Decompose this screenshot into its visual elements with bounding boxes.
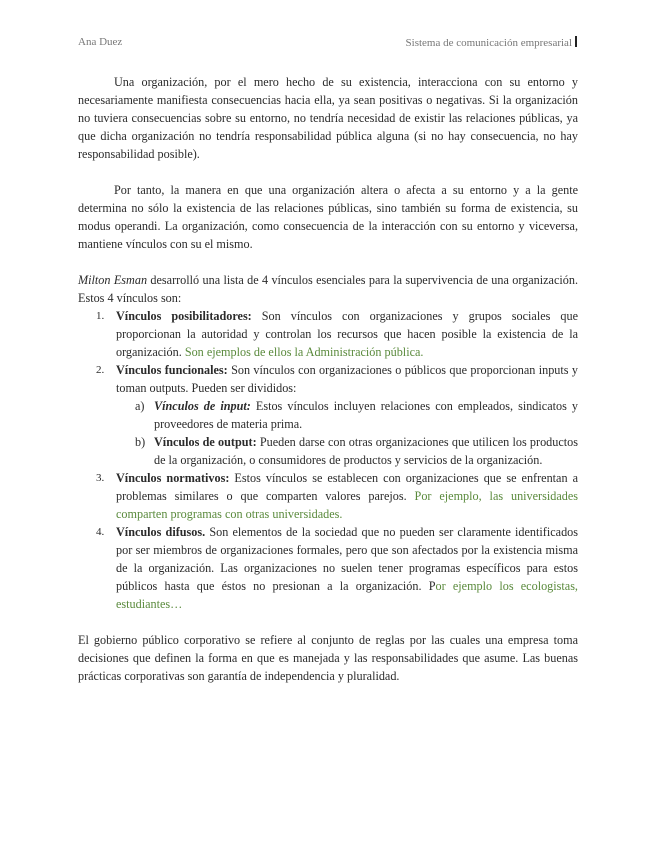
list-item	[78, 307, 578, 361]
sub-list-item	[116, 433, 578, 469]
list-number: 3.	[96, 472, 105, 484]
sub-list-item	[116, 397, 578, 433]
list-text: Son elementos de la sociedad que no pueden ser claramente identificados por ser miembros de organizaciones formales, pero que son afectados por la existencia misma de la organización. Las organizaciones no suelen tener programas específicos para estos públicos hasta que éstos no presionan a la organización. P	[116, 525, 578, 593]
document-body	[78, 73, 578, 685]
list-term: Vínculos difusos.	[116, 525, 206, 539]
list-term: Vínculos posibilitadores:	[116, 309, 252, 323]
paragraph-2: Por tanto, la manera en que una organización altera o afecta a su entorno y a la gente determina no sólo la existencia de las relaciones públicas, sino también su forma de existencia, su modus operandi. La organización, como consecuencia de la interacción con su entorno y viceversa, mantiene vínculos con su el mismo.	[78, 183, 578, 251]
header-author: Ana Duez	[78, 36, 123, 48]
list-example: Son ejemplos de ellos la Administración pública.	[184, 345, 424, 359]
sub-list-term: Vínculos de input:	[154, 399, 251, 413]
paragraph-3	[78, 271, 578, 307]
paragraph-3-text: desarrolló una lista de 4 vínculos esenciales para la supervivencia de una organización. Estos 4 vínculos son:	[78, 273, 578, 305]
header-title-text: Sistema de comunicación empresarial	[405, 37, 572, 49]
sub-list	[116, 397, 578, 469]
list-number: 1.	[96, 310, 105, 322]
list-example: or ejemplo los ecologistas, estudiantes…	[116, 579, 578, 611]
list-item	[78, 361, 578, 469]
sub-list-number: a)	[135, 399, 145, 413]
paragraph-1: Una organización, por el mero hecho de su existencia, interacciona con su entorno y necesariamente manifiesta consecuencias hacia ella, ya sean positivas o negativas. Si la organización no tuviera consecuencias sobre su entorno, no tendría necesidad de existir las relaciones públicas, ya que dicha organización no tendría responsabilidad pública alguna (si no hay consecuencia, no hay responsabilidad posible).	[78, 75, 578, 161]
list-text: Estos vínculos se establecen con organizaciones que se enfrentan a problemas similares o que comparten valores parejos.	[116, 471, 578, 503]
list-text: Son vínculos con organizaciones y grupos sociales que proporcionan la autoridad y controlan los recursos que hacen posible la existencia de la organización.	[116, 309, 578, 359]
author-name: Milton Esman	[78, 273, 148, 287]
list-item	[78, 523, 578, 613]
sub-list-text: Estos vínculos incluyen relaciones con empleados, sindicatos y proveedores de materia prima.	[154, 399, 578, 431]
sub-list-text: Pueden darse con otras organizaciones que utilicen los productos de la organización, o consumidores de productos y servicios de la organización.	[154, 435, 579, 467]
sub-list-term: Vínculos de output:	[154, 435, 257, 449]
header-bar	[575, 36, 577, 47]
list-item	[78, 469, 578, 523]
list-number: 4.	[96, 526, 105, 538]
list-term: Vínculos funcionales:	[116, 363, 228, 377]
list-number: 2.	[96, 364, 105, 376]
sub-list-number: b)	[135, 435, 146, 449]
list-text: Son vínculos con organizaciones o públicos que proporcionan inputs y toman outputs. Pueden ser divididos:	[116, 363, 578, 395]
header-doc-title	[406, 36, 577, 49]
paragraph-4: El gobierno público corporativo se refiere al conjunto de reglas por las cuales una empresa toma decisiones que definen la forma en que es manejada y las responsabilidades que asume. Las buenas prácticas corporativas son garantía de independencia y pluralidad.	[78, 633, 578, 683]
list-term: Vínculos normativos:	[116, 471, 230, 485]
vinculos-list	[78, 307, 578, 613]
list-example: Por ejemplo, las universidades comparten programas con otras universidades.	[116, 489, 578, 521]
page-header	[78, 36, 577, 56]
